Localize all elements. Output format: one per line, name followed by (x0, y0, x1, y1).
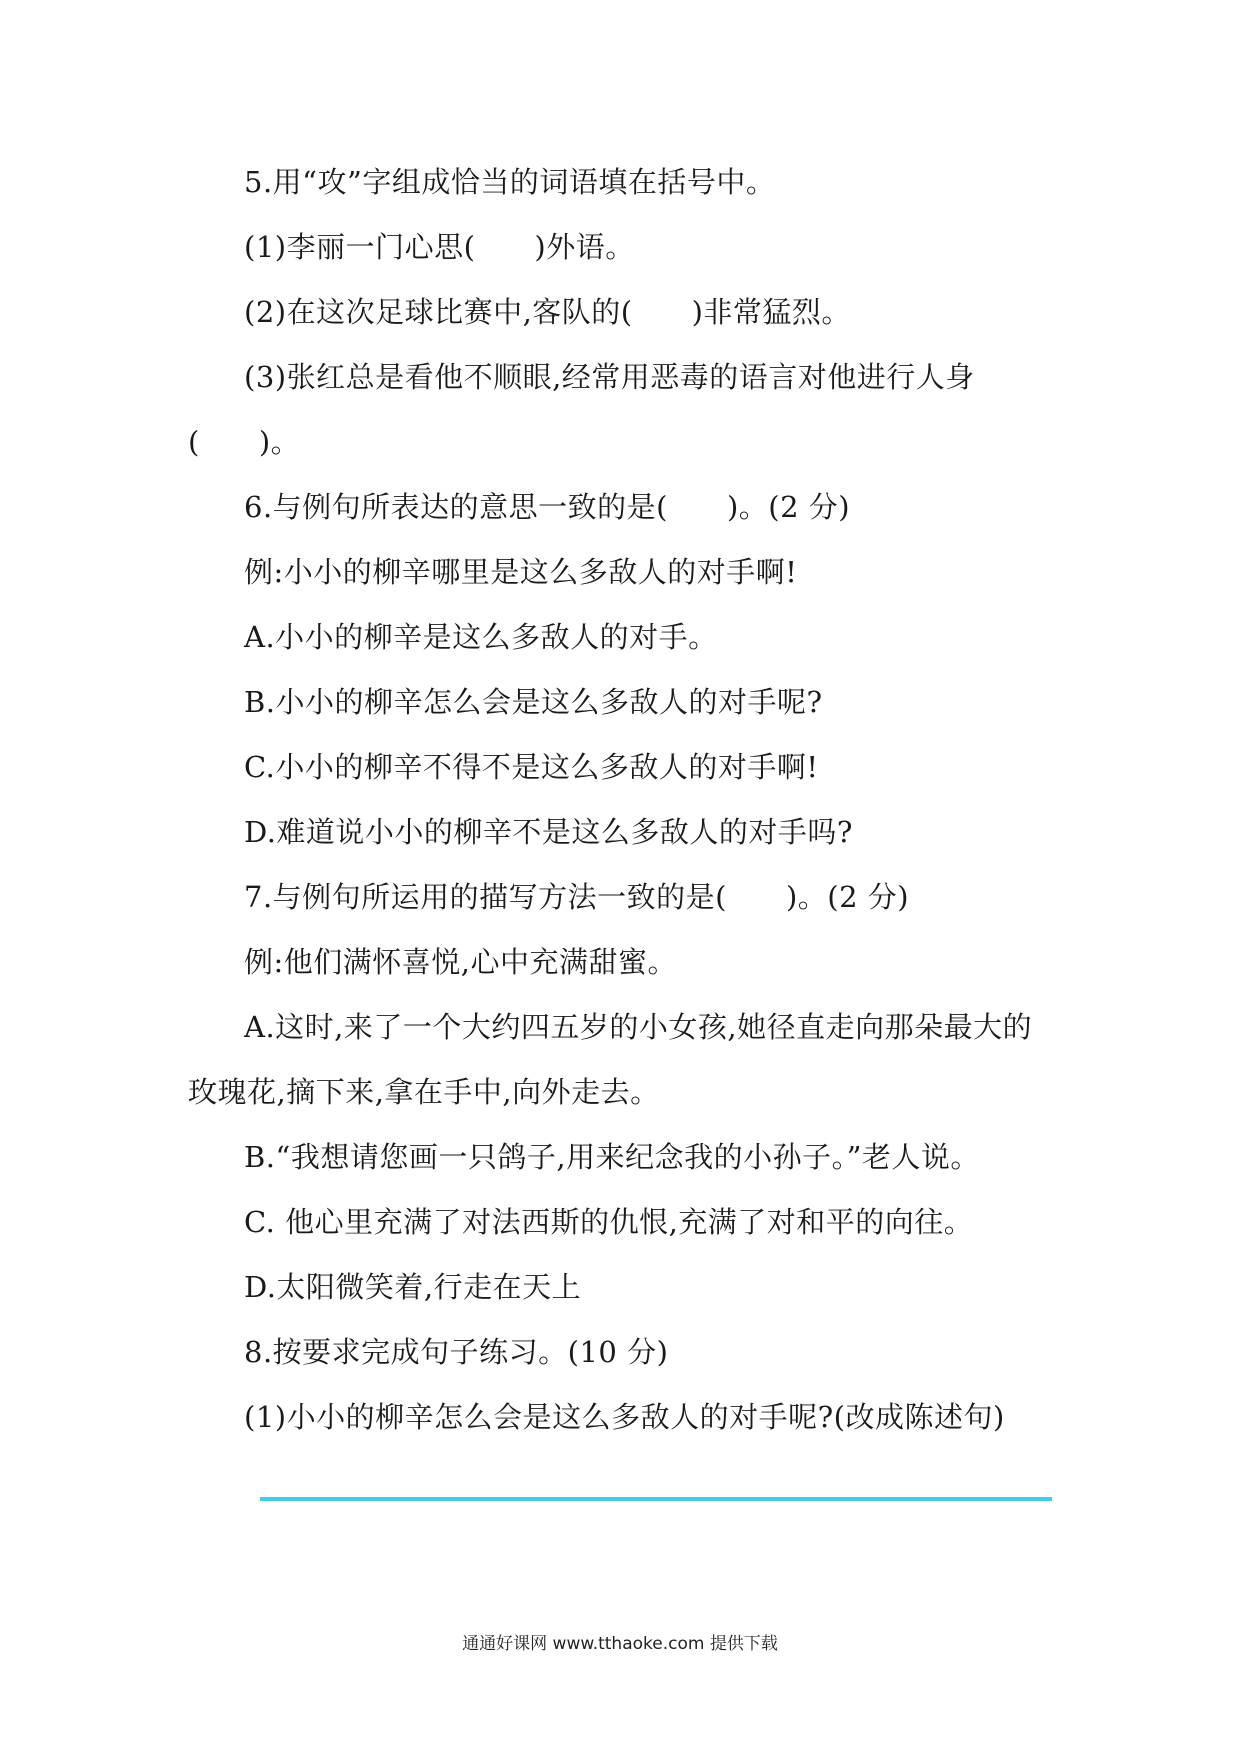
q5-item-2: (2)在这次足球比赛中,客队的( )非常猛烈。 (244, 295, 851, 329)
q7-option-a: A.这时,来了一个大约四五岁的小女孩,她径直走向那朵最大的 (244, 1010, 1033, 1044)
q7-option-d: D.太阳微笑着,行走在天上 (244, 1270, 582, 1304)
footer-watermark: 通通好课网 www.tthaoke.com 提供下载 (462, 1634, 778, 1654)
q6-prompt: 6.与例句所表达的意思一致的是( )。(2 分) (244, 490, 851, 524)
q6-example: 例:小小的柳辛哪里是这么多敌人的对手啊! (244, 555, 798, 589)
q8-item-1: (1)小小的柳辛怎么会是这么多敌人的对手呢?(改成陈述句) (244, 1400, 1005, 1434)
q7-prompt: 7.与例句所运用的描写方法一致的是( )。(2 分) (244, 880, 910, 914)
q7-option-a-continued: 玫瑰花,摘下来,拿在手中,向外走去。 (188, 1075, 660, 1109)
q5-item-3: (3)张红总是看他不顺眼,经常用恶毒的语言对他进行人身 (244, 360, 975, 394)
q6-option-c: C.小小的柳辛不得不是这么多敌人的对手啊! (244, 750, 819, 784)
q5-item-3-continued: ( )。 (188, 425, 301, 459)
q7-option-b: B.“我想请您画一只鸽子,用来纪念我的小孙子。”老人说。 (244, 1140, 980, 1174)
q5-prompt: 5.用“攻”字组成恰当的词语填在括号中。 (244, 165, 776, 199)
q7-option-c: C. 他心里充满了对法西斯的仇恨,充满了对和平的向往。 (244, 1205, 974, 1239)
q8-prompt: 8.按要求完成句子练习。(10 分) (244, 1335, 669, 1369)
q6-option-d: D.难道说小小的柳辛不是这么多敌人的对手吗? (244, 815, 853, 849)
q5-item-1: (1)李丽一门心思( )外语。 (244, 230, 635, 264)
answer-underline (260, 1497, 1052, 1501)
q6-option-a: A.小小的柳辛是这么多敌人的对手。 (244, 620, 718, 654)
q7-example: 例:他们满怀喜悦,心中充满甜蜜。 (244, 945, 677, 979)
q6-option-b: B.小小的柳辛怎么会是这么多敌人的对手呢? (244, 685, 823, 719)
